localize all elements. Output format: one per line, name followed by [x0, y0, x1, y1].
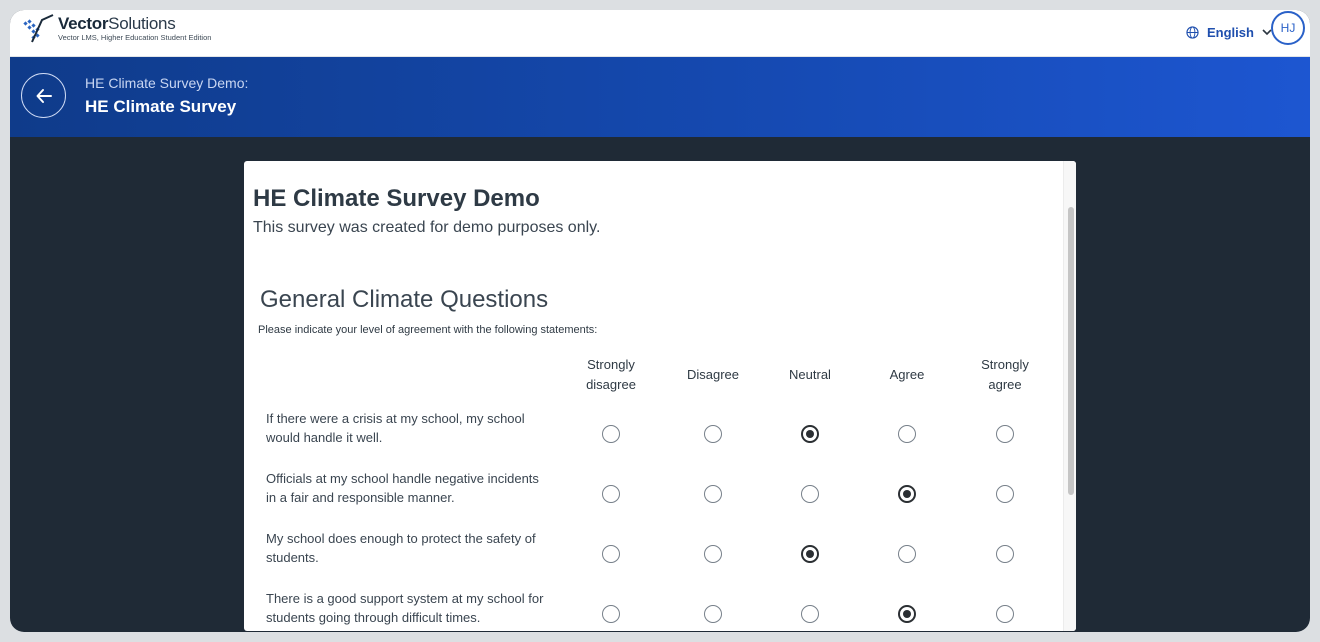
question-4-option-strongly-disagree[interactable] [602, 605, 620, 623]
question-4-option-disagree[interactable] [704, 605, 722, 623]
brand-subtitle: Vector LMS, Higher Education Student Edition [58, 33, 212, 42]
scale-header-disagree: Disagree [686, 367, 740, 382]
question-2-option-neutral[interactable] [801, 485, 819, 503]
survey-card [244, 161, 1076, 631]
question-1-option-neutral[interactable] [801, 425, 819, 443]
language-selector[interactable] [1186, 20, 1272, 44]
question-4-option-strongly-agree[interactable] [996, 605, 1014, 623]
question-3-option-disagree[interactable] [704, 545, 722, 563]
question-1-option-agree[interactable] [898, 425, 916, 443]
globe-icon [1186, 26, 1199, 39]
question-1-option-strongly-disagree[interactable] [602, 425, 620, 443]
scrollbar-thumb[interactable] [1068, 207, 1074, 495]
header-title: HE Climate Survey [85, 97, 237, 116]
question-3-option-agree[interactable] [898, 545, 916, 563]
survey-title: HE Climate Survey Demo [253, 185, 540, 212]
question-3-option-neutral[interactable] [801, 545, 819, 563]
card-scrollbar[interactable] [1063, 161, 1076, 631]
top-bar [10, 10, 1310, 57]
section-title: General Climate Questions [260, 286, 549, 313]
arrow-left-icon [35, 87, 53, 105]
question-1-text: If there were a crisis at my school, my school would handle it well. [266, 411, 525, 445]
question-2-option-strongly-disagree[interactable] [602, 485, 620, 503]
question-2-option-disagree[interactable] [704, 485, 722, 503]
question-1-option-strongly-agree[interactable] [996, 425, 1014, 443]
logo-mark-icon [22, 12, 56, 46]
survey-description: This survey was created for demo purposes only. [253, 219, 601, 236]
app-window [10, 10, 1310, 632]
header-kicker: HE Climate Survey Demo: [85, 75, 249, 91]
instructions-text: Please indicate your level of agreement with the following statements: [258, 324, 598, 336]
question-2-option-strongly-agree[interactable] [996, 485, 1014, 503]
back-button[interactable] [21, 73, 66, 118]
question-4-option-agree[interactable] [898, 605, 916, 623]
user-avatar[interactable]: HJ [1271, 11, 1305, 45]
scale-header-strongly-disagree: Strongly disagree [586, 357, 636, 392]
question-2-text: Officials at my school handle negative incidents in a fair and responsible manner. [266, 471, 539, 505]
page-header [10, 57, 1310, 137]
scale-header-agree: Agree [889, 367, 925, 382]
scale-header-strongly-agree: Strongly agree [981, 357, 1029, 392]
question-4-text: There is a good support system at my school for students going through difficult times. [266, 591, 544, 625]
question-4-option-neutral[interactable] [801, 605, 819, 623]
language-label: English [1207, 24, 1254, 40]
question-2-option-agree[interactable] [898, 485, 916, 503]
question-3-text: My school does enough to protect the safety of students. [266, 531, 536, 565]
question-1-option-disagree[interactable] [704, 425, 722, 443]
question-3-option-strongly-agree[interactable] [996, 545, 1014, 563]
brand-name: VectorSolutions [58, 14, 176, 33]
question-3-option-strongly-disagree[interactable] [602, 545, 620, 563]
scale-header-neutral: Neutral [789, 367, 831, 382]
